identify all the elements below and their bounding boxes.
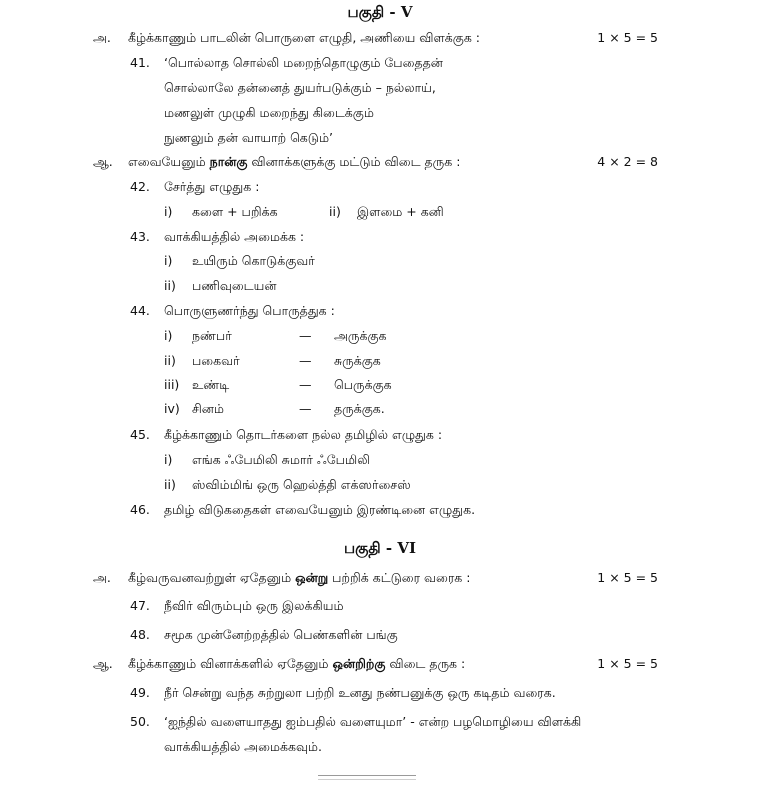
q43-option-label: i) <box>164 253 173 268</box>
section-b-instruction: எவையேனும் நான்கு வினாக்களுக்கு மட்டும் விடை தருக : <box>128 154 461 169</box>
q42-option-text: இளமை + கனி <box>357 204 444 219</box>
q43-text: வாக்கியத்தில் அமைக்க : <box>164 229 305 244</box>
part-v-heading-number: - V <box>389 3 413 21</box>
part-vi-heading-word: பகுதி <box>343 539 381 557</box>
q50-text-line1: ‘ஐந்தில் வளையாதது ஐம்பதில் வளையுமா’ - என்ற பழமொழியை விளக்கி <box>164 714 582 729</box>
section-b-instruction: கீழ்க்காணும் வினாக்களில் ஏதேனும் ஒன்றிற்கு விடை தருக : <box>128 656 466 671</box>
q44-row-dash: — <box>299 353 312 368</box>
q44-row-label: i) <box>164 328 173 343</box>
q44-row-dash: — <box>299 377 312 392</box>
q49-text: நீர் சென்று வந்த சுற்றுலா பற்றி உனது நண்பனுக்கு ஒரு கடிதம் வரைக. <box>164 685 556 700</box>
page-end-rule <box>318 775 416 780</box>
q41-poem-line: சொல்லாலே தன்னைத் துயர்படுக்கும் – நல்லாய், <box>164 80 436 95</box>
q44-row-label: iii) <box>164 377 180 392</box>
q44-row-left: நண்பர் <box>192 328 232 343</box>
q44-row-right: தருக்குக. <box>334 401 385 416</box>
section-a-instruction: கீழ்வருவனவற்றுள் ஏதேனும் ஒன்று பற்றிக் கட்டுரை வரைக : <box>128 570 471 585</box>
q45-text: கீழ்க்காணும் தொடர்களை நல்ல தமிழில் எழுதுக : <box>164 427 443 442</box>
section-b-marker: ஆ. <box>93 154 113 169</box>
q42-text: சேர்த்து எழுதுக : <box>164 179 260 194</box>
q44-row-left: உண்டி <box>192 377 230 392</box>
q48-text: சமூக முன்னேற்றத்தில் பெண்களின் பங்கு <box>164 627 398 642</box>
q45-number: 45. <box>130 427 150 442</box>
part-v-heading-word: பகுதி <box>347 3 385 21</box>
q44-text: பொருளுணர்ந்து பொருத்துக : <box>164 303 335 318</box>
q41-poem-line: ‘பொல்லாத சொல்லி மறைந்தொழுகும் பேதைதன் <box>164 55 443 70</box>
q45-option-label: ii) <box>164 477 176 492</box>
q42-option-label: ii) <box>329 204 341 219</box>
q41-poem-line: நுணலும் தன் வாயாற் கெடும்’ <box>164 130 333 145</box>
q42-option-text: களை + பறிக்க <box>192 204 278 219</box>
q45-option-text: எங்க ஃபேமிலி சுமார் ஃபேமிலி <box>192 452 370 467</box>
q46-number: 46. <box>130 502 150 517</box>
section-a-marker: அ. <box>93 30 111 45</box>
q44-row-label: iv) <box>164 401 180 416</box>
q45-option-label: i) <box>164 452 173 467</box>
section-b-marks: 1 × 5 = 5 <box>597 656 658 671</box>
q46-text: தமிழ் விடுகதைகள் எவையேனும் இரண்டினை எழுதுக. <box>164 502 476 517</box>
part-vi-heading <box>0 538 760 558</box>
q44-row-left: பகைவர் <box>192 353 240 368</box>
section-a-instruction: கீழ்க்காணும் பாடலின் பொருளை எழுதி, அணியை விளக்குக : <box>128 30 480 45</box>
q44-row-label: ii) <box>164 353 176 368</box>
q44-row-dash: — <box>299 401 312 416</box>
q45-option-text: ஸ்விம்மிங் ஒரு ஹெல்த்தி எக்ஸர்சைஸ் <box>192 477 411 492</box>
q43-option-text: பணிவுடையன் <box>192 278 277 293</box>
q44-row-right: அருக்குக <box>334 328 387 343</box>
q47-number: 47. <box>130 598 150 613</box>
q50-text-line2: வாக்கியத்தில் அமைக்கவும். <box>164 739 322 754</box>
section-a-marks: 1 × 5 = 5 <box>597 30 658 45</box>
section-b-marks: 4 × 2 = 8 <box>597 154 658 169</box>
q48-number: 48. <box>130 627 150 642</box>
q44-row-left: சினம் <box>192 401 224 416</box>
q44-row-right: சுருக்குக <box>334 353 381 368</box>
q44-number: 44. <box>130 303 150 318</box>
section-a-marks: 1 × 5 = 5 <box>597 570 658 585</box>
q42-option-label: i) <box>164 204 173 219</box>
q44-row-right: பெருக்குக <box>334 377 392 392</box>
q49-number: 49. <box>130 685 150 700</box>
section-a-marker: அ. <box>93 570 111 585</box>
q44-row-dash: — <box>299 328 312 343</box>
q41-number: 41. <box>130 55 150 70</box>
part-vi-heading-number: - VI <box>385 539 417 557</box>
q47-text: நீவிர் விரும்பும் ஒரு இலக்கியம் <box>164 598 344 613</box>
q43-option-text: உயிரும் கொடுக்குவர் <box>192 253 315 268</box>
q43-number: 43. <box>130 229 150 244</box>
q50-number: 50. <box>130 714 150 729</box>
section-b-marker: ஆ. <box>93 656 113 671</box>
q43-option-label: ii) <box>164 278 176 293</box>
q41-poem-line: மணலுள் முழுகி மறைந்து கிடைக்கும் <box>164 105 374 120</box>
q42-number: 42. <box>130 179 150 194</box>
part-v-heading <box>0 2 760 22</box>
